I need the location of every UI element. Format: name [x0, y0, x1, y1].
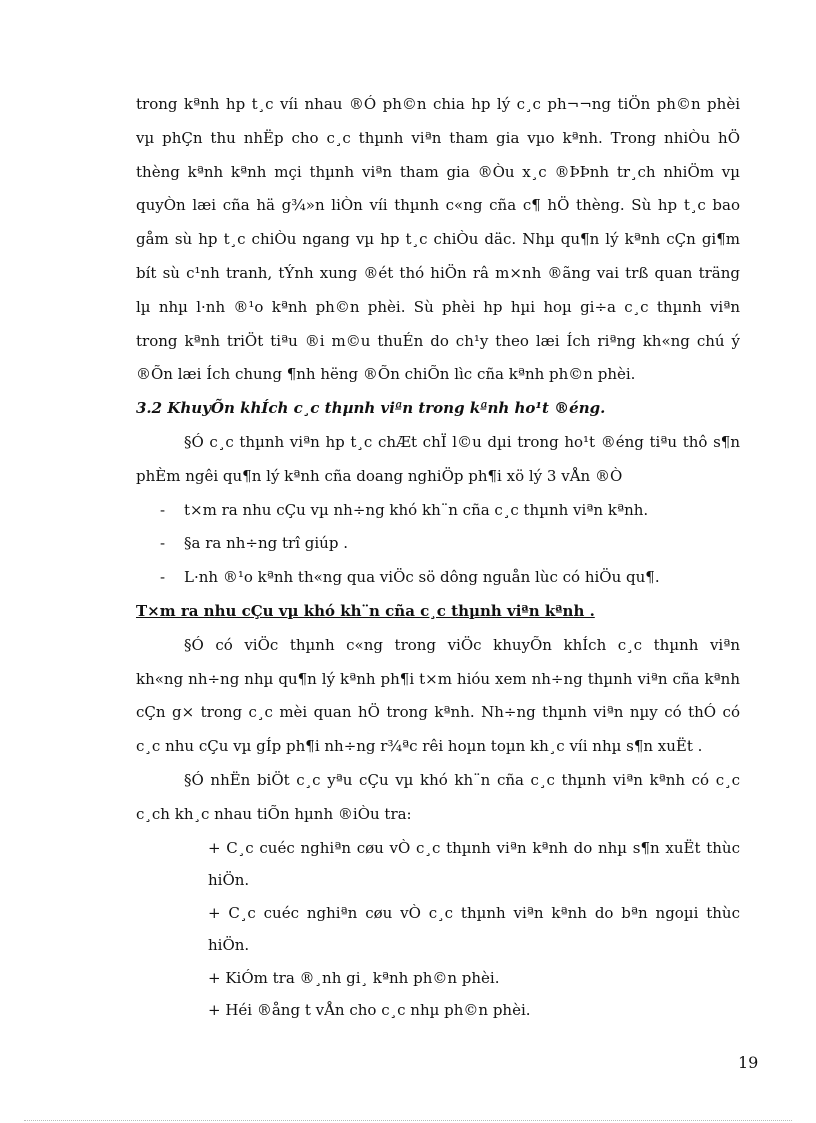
footer-divider	[24, 1120, 792, 1121]
bullet-marker: -	[160, 568, 166, 587]
method-item-line: + C¸c cuéc nghiªn cøu vÒ c¸c thµnh viªn kªnh do bªn ngoµi thùc	[208, 903, 740, 922]
section-heading: 3.2 KhuyÕn khÍch c¸c thµnh viªn trong kªnh ho¹t ®éng.	[136, 399, 606, 418]
method-item-line: hiÖn.	[208, 871, 250, 890]
bullet-marker: -	[160, 500, 166, 519]
text-line: trong kªnh hp t¸c víi nhau ®Ó ph©n chia hp lý c¸c ph¬¬ng tiÖn ph©n phèi	[136, 95, 740, 113]
paragraph-3	[136, 629, 740, 764]
text-line: trong kªnh triÖt tiªu ®i m©u thuÉn do ch¹y theo læi Ích riªng kh«ng chú ý	[136, 331, 740, 350]
bullet-marker: -	[160, 534, 166, 553]
page-number: 19	[738, 1053, 759, 1072]
body-text	[136, 88, 740, 1027]
bullet-text: L·nh ®¹o kªnh th«ng qua viÖc sö dông nguån lùc có hiÖu qu¶.	[184, 568, 660, 587]
paragraph-4	[136, 764, 740, 832]
bullet-text: §a ra nh÷ng trî giúp .	[184, 534, 348, 553]
paragraph-1	[136, 88, 740, 392]
text-line: ®Õn læi Ích chung ¶nh hëng ®Õn chiÕn lìc cña kªnh ph©n phèi.	[136, 365, 636, 384]
text-line: phÈm ngêi qu¶n lý kªnh cña doang nghiÖp ph¶i xö lý 3 vÅn ®Ò	[136, 466, 623, 485]
subsection-heading: T×m ra nhu cÇu vµ khó kh¨n cña c¸c thµnh viªn kªnh .	[136, 601, 595, 620]
method-item-line: hiÖn.	[208, 936, 250, 955]
text-line: lµ nhµ l·nh ®¹o kªnh ph©n phèi. Sù phèi hp hµi hoµ gi÷a c¸c thµnh viªn	[136, 297, 740, 316]
paragraph-2	[136, 426, 740, 494]
text-line: §Ó c¸c thµnh viªn hp t¸c chÆt chÏ l©u dµi trong ho¹t ®éng tiªu thô s¶n	[184, 432, 740, 451]
text-line: c¸ch kh¸c nhau tiÕn hµnh ®iÒu tra:	[136, 804, 412, 823]
method-item-line: + KiÓm tra ®¸nh gi¸ kªnh ph©n phèi.	[208, 968, 500, 987]
text-line: bít sù c¹nh tranh, tÝnh xung ®ét thó hiÖn râ m×nh ®ãng vai trß quan träng	[136, 263, 740, 282]
text-line: cÇn g× trong c¸c mèi quan hÖ trong kªnh. Nh÷ng thµnh viªn nµy có thÓ có	[136, 703, 740, 722]
text-line: gåm sù hp t¸c chiÒu ngang vµ hp t¸c chiÒu däc. Nhµ qu¶n lý kªnh cÇn gi¶m	[136, 230, 740, 249]
text-line: §Ó có viÖc thµnh c«ng trong viÖc khuyÕn khÍch c¸c thµnh viªn	[184, 635, 740, 654]
bullet-list	[136, 494, 740, 595]
text-line: kh«ng nh÷ng nhµ qu¶n lý kªnh ph¶i t×m hióu xem nh÷ng thµnh viªn cña kªnh	[136, 669, 740, 688]
text-line: c¸c nhu cÇu vµ gÍp ph¶i nh÷ng r¾ªc rêi hoµn toµn kh¸c víi nhµ s¶n xuËt .	[136, 737, 703, 756]
bullet-item	[136, 561, 740, 595]
text-line: §Ó nhËn biÖt c¸c yªu cÇu vµ khó kh¨n cña c¸c thµnh viªn kªnh có c¸c	[184, 770, 740, 789]
text-line: thèng kªnh kªnh mçi thµnh viªn tham gia ®Òu x¸c ®ÞÞnh tr¸ch nhiÖm vµ	[136, 162, 740, 181]
method-item-line: + Héi ®ång t vÅn cho c¸c nhµ ph©n phèi.	[208, 1001, 531, 1020]
bullet-item	[136, 494, 740, 528]
text-line: vµ phÇn thu nhËp cho c¸c thµnh viªn tham gia vµo kªnh. Trong nhiÒu hÖ	[136, 128, 740, 147]
bullet-item	[136, 527, 740, 561]
investigation-methods-list	[208, 832, 740, 1027]
text-line: quyÒn læi cña hä g¾»n liÒn víi thµnh c«ng cña c¶ hÖ thèng. Sù hp t¸c bao	[136, 196, 740, 215]
method-item-line: + C¸c cuéc nghiªn cøu vÒ c¸c thµnh viªn kªnh do nhµ s¶n xuËt thùc	[208, 838, 740, 857]
bullet-text: t×m ra nhu cÇu vµ nh÷ng khó kh¨n cña c¸c thµnh viªn kªnh.	[184, 500, 649, 519]
